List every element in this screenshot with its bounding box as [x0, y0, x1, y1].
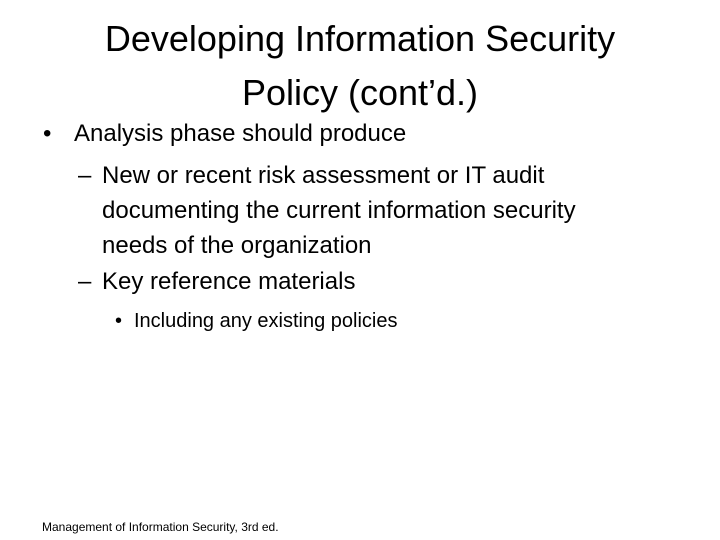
- dash-icon: –: [78, 162, 92, 189]
- sub-bullet-line-1: Key reference materials: [102, 268, 356, 295]
- sub-bullet-reference-materials: [78, 264, 355, 299]
- sub-bullet-risk-assessment: [78, 158, 688, 263]
- slide-title-line-2: Policy (cont’d.): [241, 72, 479, 113]
- sub-sub-bullet-existing-policies: [115, 307, 398, 335]
- sub-bullet-text: [78, 264, 355, 299]
- bullet-analysis-phase: [43, 116, 406, 151]
- bullet-dot-icon: •: [115, 310, 123, 332]
- sub-bullet-line-2: documenting the current information security: [102, 197, 576, 224]
- bullet-dot-icon: •: [43, 120, 52, 147]
- slide-footer: Management of Information Security, 3rd ed.: [42, 520, 279, 534]
- sub-sub-bullet-text: Including any existing policies: [134, 310, 398, 332]
- sub-bullet-line-3: needs of the organization: [102, 232, 372, 259]
- slide-title-line-1: Developing Information Security: [104, 18, 616, 59]
- slide-title: [40, 12, 680, 120]
- dash-icon: –: [78, 268, 92, 295]
- bullet-text: Analysis phase should produce: [74, 120, 407, 147]
- sub-bullet-line-1: New or recent risk assessment or IT audit: [102, 162, 545, 189]
- sub-bullet-text: [78, 158, 688, 263]
